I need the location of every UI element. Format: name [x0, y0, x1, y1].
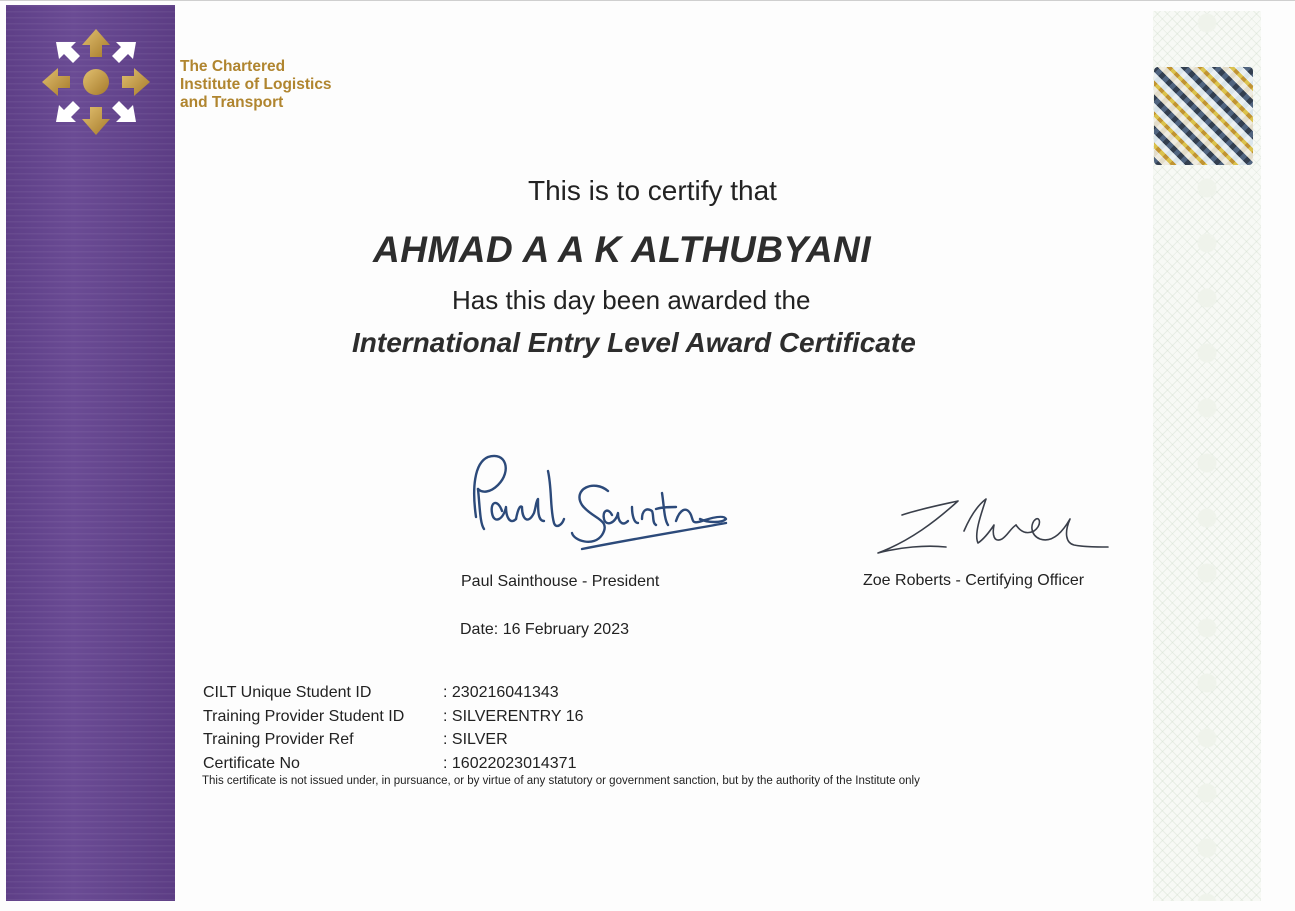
organization-name-line: and Transport — [180, 94, 284, 111]
award-date: Date: 16 February 2023 — [460, 621, 629, 638]
certify-intro: This is to certify that — [528, 175, 777, 206]
president-label: Paul Sainthouse - President — [461, 573, 660, 590]
detail-key: Training Provider Student ID — [203, 707, 405, 725]
purple-side-band — [6, 5, 175, 901]
detail-value: : SILVERENTRY 16 — [443, 707, 584, 725]
detail-row — [203, 681, 584, 705]
detail-value: : 230216041343 — [443, 684, 559, 701]
security-hologram-icon — [1154, 67, 1253, 165]
recipient-name: AHMAD A A K ALTHUBYANI — [373, 229, 872, 270]
cilt-arrows-logo-icon — [40, 27, 152, 137]
detail-row — [203, 752, 584, 776]
certifying-officer-label: Zoe Roberts - Certifying Officer — [863, 572, 1085, 589]
disclaimer: This certificate is not issued under, in pursuance, or by virtue of any statutory or government sanction, but by the authority of the Institute only — [202, 775, 920, 787]
awarded-line: Has this day been awarded the — [452, 285, 811, 315]
detail-row — [203, 728, 584, 752]
organization-name-line: Institute of Logistics — [180, 76, 332, 93]
detail-key: Certificate No — [203, 754, 300, 772]
certificate-details — [203, 681, 584, 775]
detail-key: Training Provider Ref — [203, 731, 354, 748]
detail-row — [203, 705, 584, 729]
certifying-officer-signature — [870, 489, 1110, 559]
organization-name — [180, 58, 380, 112]
detail-key: CILT Unique Student ID — [203, 684, 372, 701]
detail-value: : SILVER — [443, 731, 508, 748]
president-signature — [462, 449, 730, 561]
organization-name-line: The Chartered — [180, 58, 286, 75]
award-title: International Entry Level Award Certificate — [352, 327, 916, 358]
detail-value: : 16022023014371 — [443, 754, 577, 772]
